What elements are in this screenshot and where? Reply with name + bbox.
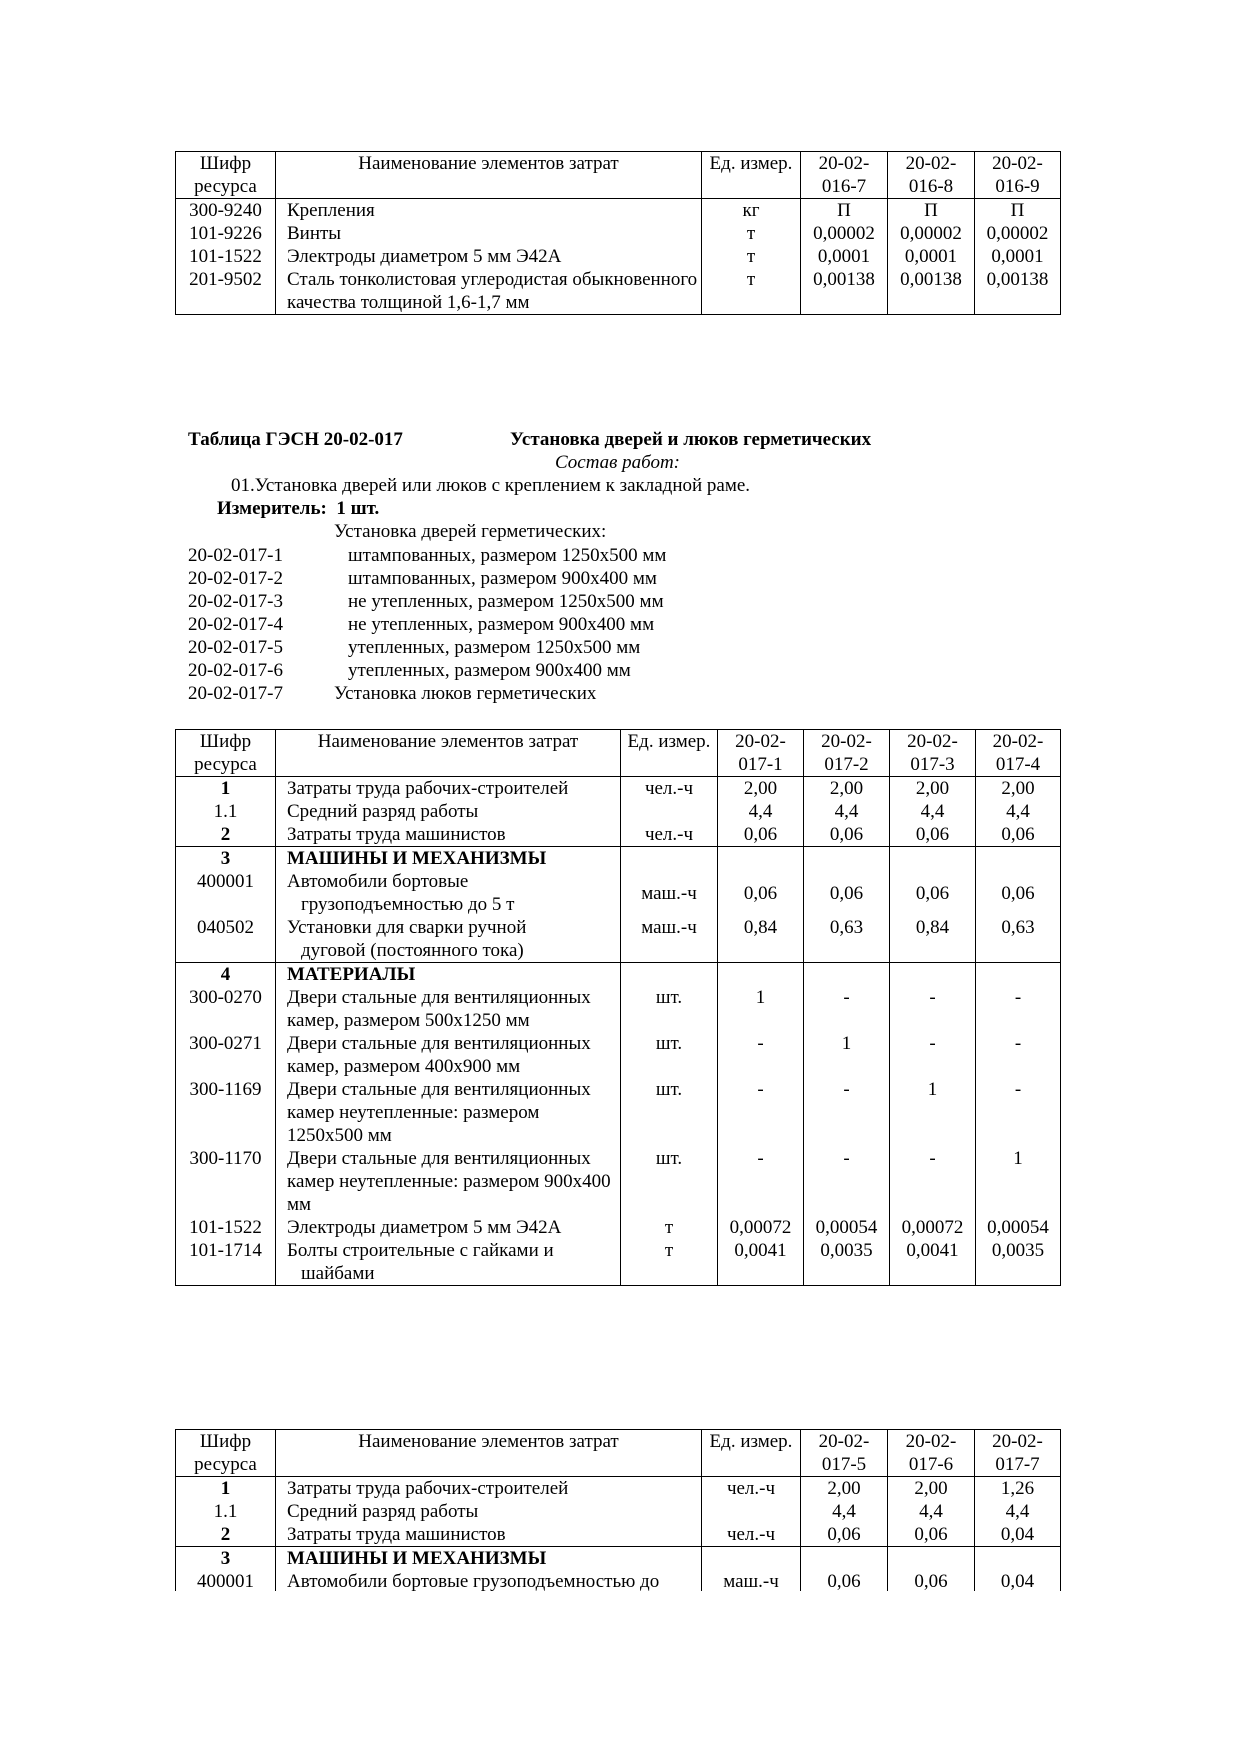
norm-value: 0,04: [975, 1523, 1061, 1547]
table-header-row: [176, 152, 1061, 199]
table-header-row: [176, 1430, 1061, 1477]
resource-unit: шт.: [621, 1147, 718, 1216]
norm-value: 0,04: [975, 1570, 1061, 1591]
norm-value: 0,00072: [718, 1216, 804, 1239]
norm-text: утепленных, размером 1250х500 мм: [348, 637, 641, 658]
table-row: [176, 245, 1061, 268]
resource-table-017-5-7: [175, 1429, 1061, 1591]
group-title: Установка дверей герметических:: [334, 521, 607, 542]
col-header-code: Шифр ресурса: [176, 152, 276, 199]
works-heading: Состав работ:: [554, 452, 681, 473]
table-row: [176, 1239, 1061, 1286]
norm-value: -: [890, 1032, 976, 1078]
norm-value: 0,06: [890, 870, 976, 916]
norm-value: 4,4: [890, 800, 976, 823]
resource-code: 101-9226: [176, 222, 276, 245]
resource-unit: [702, 1500, 801, 1523]
norm-value: -: [976, 986, 1061, 1032]
norm-text: Установка люков герметических: [334, 683, 597, 704]
resource-name: Двери стальные для вентиляционных камер неутепленные: размером 1250х500 мм: [276, 1078, 621, 1147]
resource-unit: шт.: [621, 1032, 718, 1078]
norm-value: 0,0035: [976, 1239, 1061, 1286]
norm-value: 0,06: [976, 870, 1061, 916]
norm-text: не утепленных, размером 900х400 мм: [348, 614, 655, 635]
norm-text: штампованных, размером 900х400 мм: [348, 568, 657, 589]
resource-code: 201-9502: [176, 268, 276, 315]
list-item: [188, 613, 1088, 636]
col-header-unit: Ед. измер.: [621, 730, 718, 777]
col-header-unit: Ед. измер.: [702, 152, 801, 199]
norm-value: 2,00: [801, 1477, 888, 1501]
norm-value: 0,00002: [801, 222, 888, 245]
norm-value: -: [718, 1147, 804, 1216]
resource-code: 101-1522: [176, 1216, 276, 1239]
table-row: [176, 916, 1061, 963]
norm-value: 2,00: [804, 777, 890, 801]
norm-code: 20-02-017-6: [188, 660, 283, 681]
norm-value: 0,06: [976, 823, 1061, 847]
resource-name: Двери стальные для вентиляционных камер, размером 400х900 мм: [276, 1032, 621, 1078]
norm-text: утепленных, размером 900х400 мм: [348, 660, 631, 681]
norm-value: 0,84: [890, 916, 976, 963]
list-item: [188, 659, 1088, 682]
norm-value: 1: [890, 1078, 976, 1147]
col-header-norm: 20-02-017-7: [975, 1430, 1061, 1477]
list-item: [188, 682, 1088, 705]
resource-unit: т: [621, 1239, 718, 1286]
section-code: 3: [176, 1547, 276, 1571]
norm-value: 1: [976, 1147, 1061, 1216]
list-item: [188, 544, 1088, 567]
table-row: [176, 1570, 1061, 1591]
resource-name: Автомобили бортовые грузоподъемностью до: [276, 1570, 702, 1591]
norm-value: -: [804, 1078, 890, 1147]
resource-unit: чел.-ч: [621, 823, 718, 847]
list-item: [188, 567, 1088, 590]
col-header-norm: 20-02-017-3: [890, 730, 976, 777]
table-row: [176, 823, 1061, 847]
col-header-norm: 20-02-017-2: [804, 730, 890, 777]
resource-name: Средний разряд работы: [276, 800, 621, 823]
norm-value: -: [976, 1032, 1061, 1078]
resource-unit: маш.-ч: [702, 1570, 801, 1591]
table-row: [176, 1216, 1061, 1239]
resource-code: 1.1: [176, 1500, 276, 1523]
table-row: [176, 1523, 1061, 1547]
norm-code: 20-02-017-1: [188, 545, 283, 566]
table-row: [176, 1147, 1061, 1216]
norm-value: 0,00054: [976, 1216, 1061, 1239]
table-row: [176, 986, 1061, 1032]
norm-text: не утепленных, размером 1250х500 мм: [348, 591, 664, 612]
resource-unit: маш.-ч: [621, 870, 718, 916]
section-title: МАШИНЫ И МЕХАНИЗМЫ: [276, 1547, 702, 1571]
norm-value: 0,06: [718, 870, 804, 916]
norm-value: 0,00054: [804, 1216, 890, 1239]
resource-name: Затраты труда машинистов: [276, 1523, 702, 1547]
resource-name: Сталь тонколистовая углеродистая обыкновенного качества толщиной 1,6-1,7 мм: [276, 268, 702, 315]
table-row: [176, 268, 1061, 315]
norm-value: П: [801, 199, 888, 223]
section-row-machines: [176, 847, 1061, 871]
col-header-norm: 20-02-017-1: [718, 730, 804, 777]
norm-value: 4,4: [718, 800, 804, 823]
norm-value: 2,00: [976, 777, 1061, 801]
norm-value: 1,26: [975, 1477, 1061, 1501]
col-header-unit: Ед. измер.: [702, 1430, 801, 1477]
norm-value: -: [976, 1078, 1061, 1147]
norm-value: 1: [804, 1032, 890, 1078]
resource-code: 300-9240: [176, 199, 276, 223]
meter-label: Измеритель:: [217, 498, 327, 519]
norm-value: 0,00138: [975, 268, 1061, 315]
norm-value: -: [804, 986, 890, 1032]
section-title: МАТЕРИАЛЫ: [276, 963, 621, 987]
resource-unit: чел.-ч: [621, 777, 718, 801]
norm-value: 0,63: [976, 916, 1061, 963]
table-title: Установка дверей и люков герметических: [510, 429, 872, 450]
table-header-row: [176, 730, 1061, 777]
norm-value: -: [890, 1147, 976, 1216]
resource-name: [276, 1239, 621, 1286]
norm-value: -: [718, 1032, 804, 1078]
resource-name: [276, 870, 621, 916]
norm-value: 4,4: [801, 1500, 888, 1523]
col-header-norm: 20-02-017-4: [976, 730, 1061, 777]
resource-unit: т: [702, 268, 801, 315]
norm-value: 0,06: [890, 823, 976, 847]
name-line: Автомобили бортовые: [287, 871, 469, 892]
norm-value: 0,84: [718, 916, 804, 963]
resource-name: Двери стальные для вентиляционных камер, размером 500х1250 мм: [276, 986, 621, 1032]
resource-code: 1: [176, 777, 276, 801]
resource-code: 300-1170: [176, 1147, 276, 1216]
norm-value: 1: [718, 986, 804, 1032]
col-header-code: Шифр ресурса: [176, 1430, 276, 1477]
norm-item-list: [188, 544, 1088, 705]
norm-code: 20-02-017-5: [188, 637, 283, 658]
resource-code: 101-1714: [176, 1239, 276, 1286]
resource-name: Средний разряд работы: [276, 1500, 702, 1523]
resource-unit: шт.: [621, 1078, 718, 1147]
resource-name: [276, 916, 621, 963]
name-line: шайбами: [301, 1263, 375, 1284]
norm-value: 0,00002: [975, 222, 1061, 245]
resource-unit: т: [702, 245, 801, 268]
section-code: 4: [176, 963, 276, 987]
meter: [217, 498, 379, 520]
resource-name: Электроды диаметром 5 мм Э42А: [276, 1216, 621, 1239]
name-line: Болты строительные с гайками и: [287, 1240, 554, 1261]
norm-value: 2,00: [718, 777, 804, 801]
resource-name: Затраты труда рабочих-строителей: [276, 1477, 702, 1501]
meter-value: 1 шт.: [336, 498, 380, 519]
resource-code: 1: [176, 1477, 276, 1501]
norm-value: 0,0041: [890, 1239, 976, 1286]
norm-value: 0,06: [804, 823, 890, 847]
col-header-name: Наименование элементов затрат: [276, 152, 702, 199]
resource-unit: т: [702, 222, 801, 245]
resource-name: Двери стальные для вентиляционных камер неутепленные: размером 900х400 мм: [276, 1147, 621, 1216]
norm-value: 0,00138: [888, 268, 975, 315]
norm-value: 0,06: [801, 1523, 888, 1547]
resource-code: 400001: [176, 870, 276, 916]
norm-value: 0,0001: [888, 245, 975, 268]
norm-value: 0,0041: [718, 1239, 804, 1286]
col-header-norm: 20-02-017-6: [888, 1430, 975, 1477]
table-row: [176, 800, 1061, 823]
norm-code: 20-02-017-2: [188, 568, 283, 589]
resource-name: Затраты труда машинистов: [276, 823, 621, 847]
resource-unit: т: [621, 1216, 718, 1239]
resource-code: 2: [176, 823, 276, 847]
col-header-norm: 20-02-016-9: [975, 152, 1061, 199]
norm-value: П: [975, 199, 1061, 223]
norm-value: П: [888, 199, 975, 223]
table-clip: [175, 1429, 1062, 1591]
section-title: МАШИНЫ И МЕХАНИЗМЫ: [276, 847, 621, 871]
norm-value: 2,00: [888, 1477, 975, 1501]
table-row: [176, 222, 1061, 245]
norm-value: -: [718, 1078, 804, 1147]
resource-code: 101-1522: [176, 245, 276, 268]
col-header-name: Наименование элементов затрат: [276, 1430, 702, 1477]
norm-code: 20-02-017-4: [188, 614, 283, 635]
col-header-norm: 20-02-016-8: [888, 152, 975, 199]
table-row: [176, 777, 1061, 801]
table-row: [176, 1078, 1061, 1147]
name-line: дуговой (постоянного тока): [301, 940, 524, 961]
norm-value: 0,0001: [801, 245, 888, 268]
resource-code: 300-0271: [176, 1032, 276, 1078]
norm-value: 0,00138: [801, 268, 888, 315]
norm-value: 4,4: [976, 800, 1061, 823]
norm-value: 0,00002: [888, 222, 975, 245]
resource-unit: кг: [702, 199, 801, 223]
col-header-norm: 20-02-017-5: [801, 1430, 888, 1477]
resource-name: Крепления: [276, 199, 702, 223]
norm-value: -: [890, 986, 976, 1032]
table-row: [176, 199, 1061, 223]
norm-code: 20-02-017-3: [188, 591, 283, 612]
resource-unit: [621, 800, 718, 823]
resource-code: 2: [176, 1523, 276, 1547]
resource-name: Электроды диаметром 5 мм Э42А: [276, 245, 702, 268]
norm-value: 0,63: [804, 916, 890, 963]
section-code: 3: [176, 847, 276, 871]
resource-unit: шт.: [621, 986, 718, 1032]
resource-code: 1.1: [176, 800, 276, 823]
resource-table-017-1-4: [175, 729, 1061, 1286]
norm-value: 0,0001: [975, 245, 1061, 268]
work-item: 01.Установка дверей или люков с креплением к закладной раме.: [231, 475, 751, 496]
norm-value: 4,4: [975, 1500, 1061, 1523]
norm-value: 4,4: [888, 1500, 975, 1523]
resource-name: Затраты труда рабочих-строителей: [276, 777, 621, 801]
norm-value: 2,00: [890, 777, 976, 801]
norm-value: 0,06: [888, 1570, 975, 1591]
norm-value: 0,0035: [804, 1239, 890, 1286]
norm-value: 4,4: [804, 800, 890, 823]
norm-value: -: [804, 1147, 890, 1216]
resource-unit: чел.-ч: [702, 1477, 801, 1501]
norm-value: 0,06: [888, 1523, 975, 1547]
resource-name: Винты: [276, 222, 702, 245]
norm-value: 0,06: [804, 870, 890, 916]
list-item: [188, 636, 1088, 659]
resource-code: 040502: [176, 916, 276, 963]
list-item: [188, 590, 1088, 613]
resource-table-016: [175, 151, 1061, 315]
table-label: Таблица ГЭСН 20-02-017: [188, 429, 403, 450]
section-row-materials: [176, 963, 1061, 987]
resource-unit: маш.-ч: [621, 916, 718, 963]
table-caption: [188, 429, 1088, 452]
norm-code: 20-02-017-7: [188, 683, 283, 704]
norm-value: 0,00072: [890, 1216, 976, 1239]
norm-value: 0,06: [718, 823, 804, 847]
norm-text: штампованных, размером 1250х500 мм: [348, 545, 667, 566]
col-header-norm: 20-02-016-7: [801, 152, 888, 199]
resource-code: 400001: [176, 1570, 276, 1591]
col-header-code: Шифр ресурса: [176, 730, 276, 777]
resource-unit: чел.-ч: [702, 1523, 801, 1547]
table-row: [176, 870, 1061, 916]
name-line: Установки для сварки ручной: [287, 917, 527, 938]
section-row-machines: [176, 1547, 1061, 1571]
col-header-name: Наименование элементов затрат: [276, 730, 621, 777]
name-line: грузоподъемностью до 5 т: [301, 894, 515, 915]
table-row: [176, 1032, 1061, 1078]
table-row: [176, 1500, 1061, 1523]
table-row: [176, 1477, 1061, 1501]
resource-code: 300-0270: [176, 986, 276, 1032]
norm-value: 0,06: [801, 1570, 888, 1591]
resource-code: 300-1169: [176, 1078, 276, 1147]
